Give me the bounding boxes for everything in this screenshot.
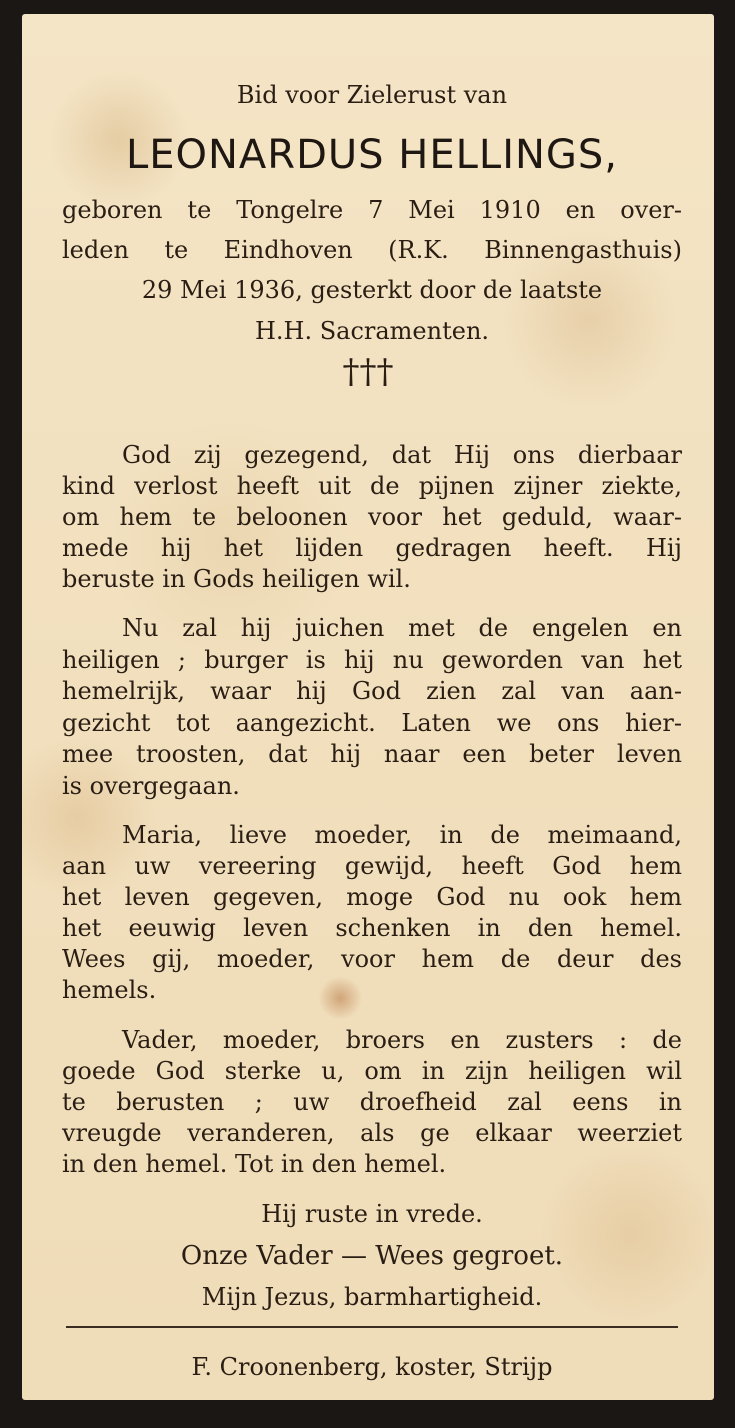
paragraph-line: Wees gij, moeder, voor hem de deur des: [62, 945, 682, 973]
bio-line: H.H. Sacramenten.: [254, 317, 490, 345]
bio-line: leden te Eindhoven (R.K. Binnengasthuis): [62, 236, 682, 264]
memorial-card: [22, 14, 714, 1400]
paragraph-line: aan uw vereering gewijd, heeft God hem: [62, 852, 682, 880]
closing-line: Hij ruste in vrede.: [261, 1200, 483, 1228]
crosses-ornament: †††: [342, 352, 394, 392]
paragraph-line: kind verlost heeft uit de pijnen zijner ziekte,: [62, 472, 682, 500]
closing-line: Mijn Jezus, barmhartigheid.: [201, 1283, 543, 1311]
printer-credit: F. Croonenberg, koster, Strijp: [191, 1353, 553, 1381]
paragraph-line: gezicht tot aangezicht. Laten we ons hier-: [62, 709, 682, 737]
bio-line: 29 Mei 1936, gesterkt door de laatste: [141, 276, 603, 304]
intro-line: Bid voor Zielerust van: [236, 81, 508, 109]
paragraph-line: goede God sterke u, om in zijn heiligen wil: [62, 1057, 682, 1085]
paragraph-line: het leven gegeven, moge God nu ook hem: [62, 883, 682, 911]
footer-divider: [66, 1326, 678, 1328]
paragraph-line: om hem te beloonen voor het geduld, waar-: [62, 503, 682, 531]
paragraph-line: Nu zal hij juichen met de engelen en: [122, 614, 682, 642]
paragraph-line: beruste in Gods heiligen wil.: [62, 565, 411, 593]
paragraph-line: mee troosten, dat hij naar een beter leven: [62, 740, 682, 768]
paragraph-line: is overgegaan.: [62, 772, 240, 800]
paragraph-line: Vader, moeder, broers en zusters : de: [122, 1026, 682, 1054]
paragraph-line: Maria, lieve moeder, in de meimaand,: [122, 821, 682, 849]
paragraph-line: hemelrijk, waar hij God zien zal van aan-: [62, 677, 682, 705]
paragraph-line: God zij gezegend, dat Hij ons dierbaar: [122, 441, 682, 469]
paragraph-line: heiligen ; burger is hij nu geworden van het: [62, 646, 682, 674]
deceased-name: LEONARDUS HELLINGS,: [125, 132, 619, 178]
bio-line: geboren te Tongelre 7 Mei 1910 en over-: [62, 196, 682, 224]
paragraph-line: hemels.: [62, 976, 157, 1004]
paragraph-line: het eeuwig leven schenken in den hemel.: [62, 914, 682, 942]
paragraph-line: vreugde veranderen, als ge elkaar weerziet: [62, 1119, 682, 1147]
paragraph-line: te berusten ; uw droefheid zal eens in: [62, 1088, 682, 1116]
paragraph-line: mede hij het lijden gedragen heeft. Hij: [62, 534, 682, 562]
paragraph-line: in den hemel. Tot in den hemel.: [62, 1150, 447, 1178]
closing-line: Onze Vader — Wees gegroet.: [180, 1241, 564, 1271]
